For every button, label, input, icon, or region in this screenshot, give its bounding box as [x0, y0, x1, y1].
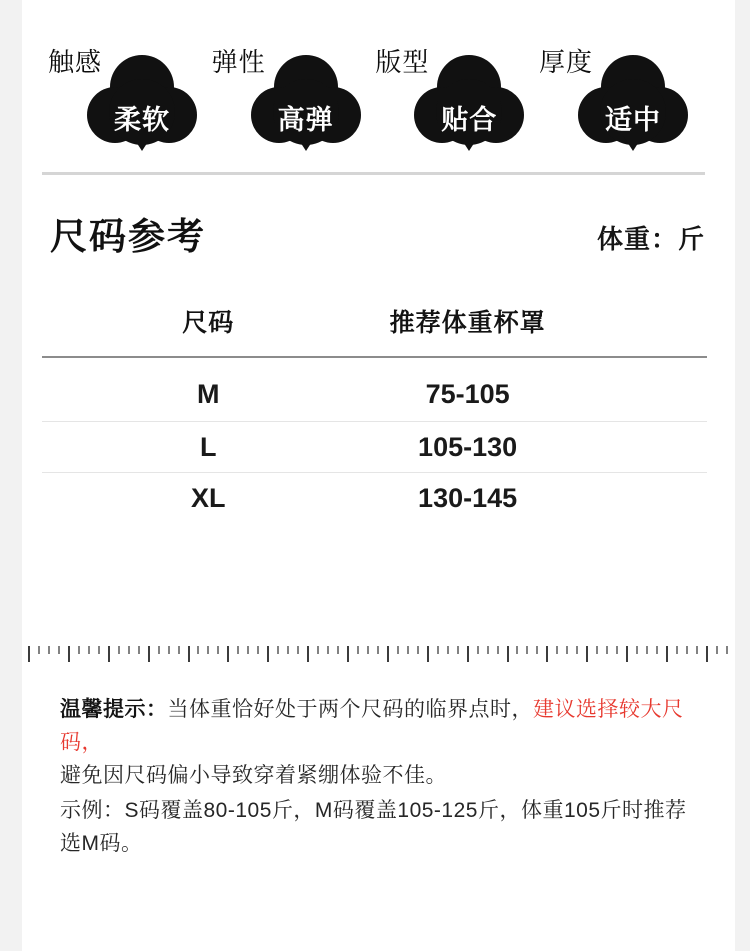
ruler-tick — [407, 646, 409, 654]
ruler-tick — [636, 646, 638, 654]
tips-text: 当体重恰好处于两个尺码的临界点时， — [167, 698, 533, 721]
tips-section — [22, 663, 735, 860]
ruler-tick — [188, 646, 190, 662]
ruler-tick — [327, 646, 329, 654]
ruler-tick — [646, 646, 648, 654]
ruler-tick — [138, 646, 140, 654]
feature-value: 贴合 — [441, 105, 498, 135]
ruler-tick — [297, 646, 299, 654]
ruler-tick — [477, 646, 479, 654]
feature-badge-elasticity — [212, 48, 364, 153]
ruler-tick — [447, 646, 449, 654]
ruler-tick — [128, 646, 130, 654]
feature-badge-fit — [375, 48, 527, 153]
ruler-tick — [706, 646, 708, 662]
ruler-tick — [88, 646, 90, 654]
size-cell: M — [197, 379, 220, 409]
ruler-tick — [267, 646, 269, 662]
ruler-tick — [28, 646, 30, 662]
ruler-tick — [487, 646, 489, 654]
ruler-tick — [467, 646, 469, 662]
size-table — [42, 303, 707, 524]
ruler-tick — [98, 646, 100, 654]
ruler-tick — [217, 646, 219, 654]
ruler-tick — [656, 646, 658, 654]
ruler-tick — [277, 646, 279, 654]
ruler-tick — [417, 646, 419, 654]
column-header-range: 推荐体重杯罩 — [389, 309, 546, 337]
example-label: 示例： — [60, 799, 125, 822]
feature-badges-row — [22, 0, 735, 153]
ruler-tick — [78, 646, 80, 654]
ruler-tick — [118, 646, 120, 654]
range-cell: 130-145 — [418, 483, 518, 513]
ruler-tick — [68, 646, 70, 662]
ruler-tick — [247, 646, 249, 654]
ruler-tick — [726, 646, 728, 654]
ruler-tick — [457, 646, 459, 654]
ruler-tick — [58, 646, 60, 654]
ruler-tick — [347, 646, 349, 662]
ruler-tick — [178, 646, 180, 654]
ruler-tick — [287, 646, 289, 654]
ruler-tick — [596, 646, 598, 654]
ruler-tick — [666, 646, 668, 662]
ruler-tick — [616, 646, 618, 654]
ruler-tick — [626, 646, 628, 662]
ruler-tick — [696, 646, 698, 654]
ruler-tick — [676, 646, 678, 654]
ruler-tick — [197, 646, 199, 654]
range-cell: 105-130 — [418, 431, 518, 462]
example-text: S码覆盖80-105斤，M码覆盖105-125斤，体重105斤时推荐选M码。 — [60, 799, 687, 855]
size-cell: L — [200, 431, 217, 462]
ruler-tick — [526, 646, 528, 654]
feature-badge-thickness — [539, 48, 691, 153]
tips-paragraph — [60, 693, 705, 792]
ruler-tick — [227, 646, 229, 662]
ruler-tick — [237, 646, 239, 654]
ruler-tick — [307, 646, 309, 662]
table-row — [42, 358, 707, 422]
ruler-tick — [397, 646, 399, 654]
range-cell: 75-105 — [425, 379, 510, 409]
feature-value: 高弹 — [277, 105, 334, 135]
column-header-size: 尺码 — [182, 309, 235, 337]
feature-label: 触感 — [48, 47, 103, 77]
table-row — [42, 422, 707, 473]
table-body — [42, 358, 707, 524]
ruler-tick — [357, 646, 359, 654]
weight-unit-note: 体重：斤 — [596, 224, 705, 254]
size-reference-header — [50, 215, 705, 259]
table-header-row — [42, 303, 707, 356]
feature-badge-touch — [48, 48, 200, 153]
tips-highlight: 建议选择较大尺码， — [60, 698, 684, 754]
ruler-tick — [148, 646, 150, 662]
ruler-tick — [168, 646, 170, 654]
tips-label: 温馨提示： — [60, 698, 168, 721]
ruler-tick — [566, 646, 568, 654]
ruler-tick — [606, 646, 608, 654]
feature-value: 适中 — [604, 105, 661, 135]
ruler-tick — [158, 646, 160, 654]
ruler-tick — [337, 646, 339, 654]
table-row — [42, 473, 707, 524]
ruler-tick — [427, 646, 429, 662]
ruler-tick — [586, 646, 588, 662]
ruler-tick — [576, 646, 578, 654]
ruler-tick — [437, 646, 439, 654]
ruler-tick — [38, 646, 40, 654]
feature-label: 厚度 — [538, 47, 593, 77]
ruler-tick — [516, 646, 518, 654]
content-card — [22, 0, 735, 951]
section-title: 尺码参考 — [50, 216, 206, 257]
size-cell: XL — [190, 483, 226, 513]
tips-example — [60, 794, 705, 860]
feature-label: 版型 — [375, 47, 430, 77]
ruler-tick — [507, 646, 509, 662]
ruler-tick — [257, 646, 259, 654]
ruler-tick — [546, 646, 548, 662]
ruler-tick — [317, 646, 319, 654]
feature-value: 柔软 — [114, 105, 170, 135]
ruler-tick — [108, 646, 110, 662]
tips-text-line2: 避免因尺码偏小导致穿着紧绷体验不佳。 — [60, 764, 447, 787]
section-divider — [42, 172, 705, 175]
ruler-tick — [497, 646, 499, 654]
ruler-tick — [367, 646, 369, 654]
ruler-tick — [207, 646, 209, 654]
ruler-tick — [686, 646, 688, 654]
ruler-tick — [716, 646, 718, 654]
feature-label: 弹性 — [211, 47, 266, 77]
ruler-tick — [48, 646, 50, 654]
ruler-tick — [387, 646, 389, 662]
ruler-tick — [377, 646, 379, 654]
ruler-tick — [536, 646, 538, 654]
ruler-tick — [556, 646, 558, 654]
ruler-decoration-icon — [28, 646, 728, 663]
